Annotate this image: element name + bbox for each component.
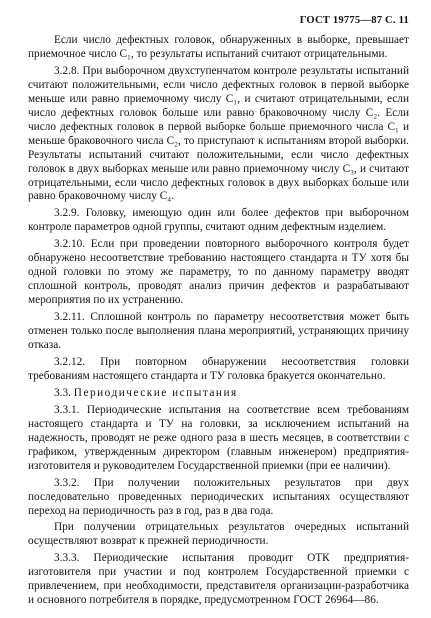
- paragraph-3-2-8: 3.2.8. При выборочном двухступенчатом контроле результаты испытаний считают положительными, если число дефектных головок в первой выборке меньше или равно приемочному числу C₁, и считают отрицательными, если число дефектных головок больше или равно браковочному числу C₂. Если число дефектных головок в первой выборке больше приемочного числа C₁ и меньше браковочного числа C₂, то приступают к испытаниям второй выборки. Результаты испытаний считают положительными, если число дефектных головок в двух выборках меньше или равно приемочному числу C₃, и считают отрицательными, если число дефектных головок в двух выборках больше или равно браковочному числу C₄.: [28, 64, 409, 203]
- paragraph-acceptance-single: Если число дефектных головок, обнаруженных в выборке, превышает приемочное число C₁, то результаты испытаний считают отрицательными.: [28, 34, 409, 60]
- paragraph-negative-results: При получении отрицательных результатов очередных испытаний осуществляют возврат к прежней периодичности.: [28, 521, 409, 548]
- section-title: Периодические испытания: [73, 386, 238, 399]
- section-number: 3.3.: [54, 386, 71, 399]
- paragraph-3-2-12: 3.2.12. При повторном обнаружении несоответствия головки требованиям настоящего стандарта и ТУ головка бракуется окончательно.: [28, 355, 409, 382]
- paragraph-3-2-11: 3.2.11. Сплошной контроль по параметру несоответствия может быть отменен только после выполнения плана мероприятий, устраняющих причину отказа.: [28, 311, 409, 352]
- document-body: [28, 34, 409, 608]
- paragraph-3-2-9: 3.2.9. Головку, имеющую один или более дефектов при выборочном контроле параметров одной группы, считают одним дефектным изделием.: [28, 207, 409, 234]
- paragraph-3-3-1: 3.3.1. Периодические испытания на соответствие всем требованиям настоящего стандарта и ТУ на головки, за исключением испытаний на надежность, проводят не реже одного раза в шесть месяцев, в соответствии с графиком, утвержденным директором (главным инженером) предприятия-изготовителя и руководителем Государственной приемки (при ее наличии).: [28, 403, 409, 472]
- paragraph-3-3-3: 3.3.3. Периодические испытания проводит ОТК предприятия-изготовителя при участии и под контролем Государственной приемки с привлечением, при необходимости, представителя организации-разработчика и основного потребителя в порядке, предусмотренном ГОСТ 26964—86.: [28, 552, 409, 607]
- paragraph-3-2-10: 3.2.10. Если при проведении повторного выборочного контроля будет обнаружено несоответствие требованию настоящего стандарта и ТУ хотя бы одной головки по этому же параметру, то по данному параметру вводят сплошной контроль, проводят анализ причин дефектов и разрабатывают мероприятия по их устранению.: [28, 238, 409, 307]
- paragraph-3-3-2: 3.3.2. При получении положительных результатов при двух последовательно проведенных периодических испытаниях осуществляют переход на периодичность раз в год, раз в два года.: [28, 476, 409, 517]
- section-heading: [28, 387, 409, 401]
- running-head: ГОСТ 19775—87 С. 11: [299, 15, 409, 26]
